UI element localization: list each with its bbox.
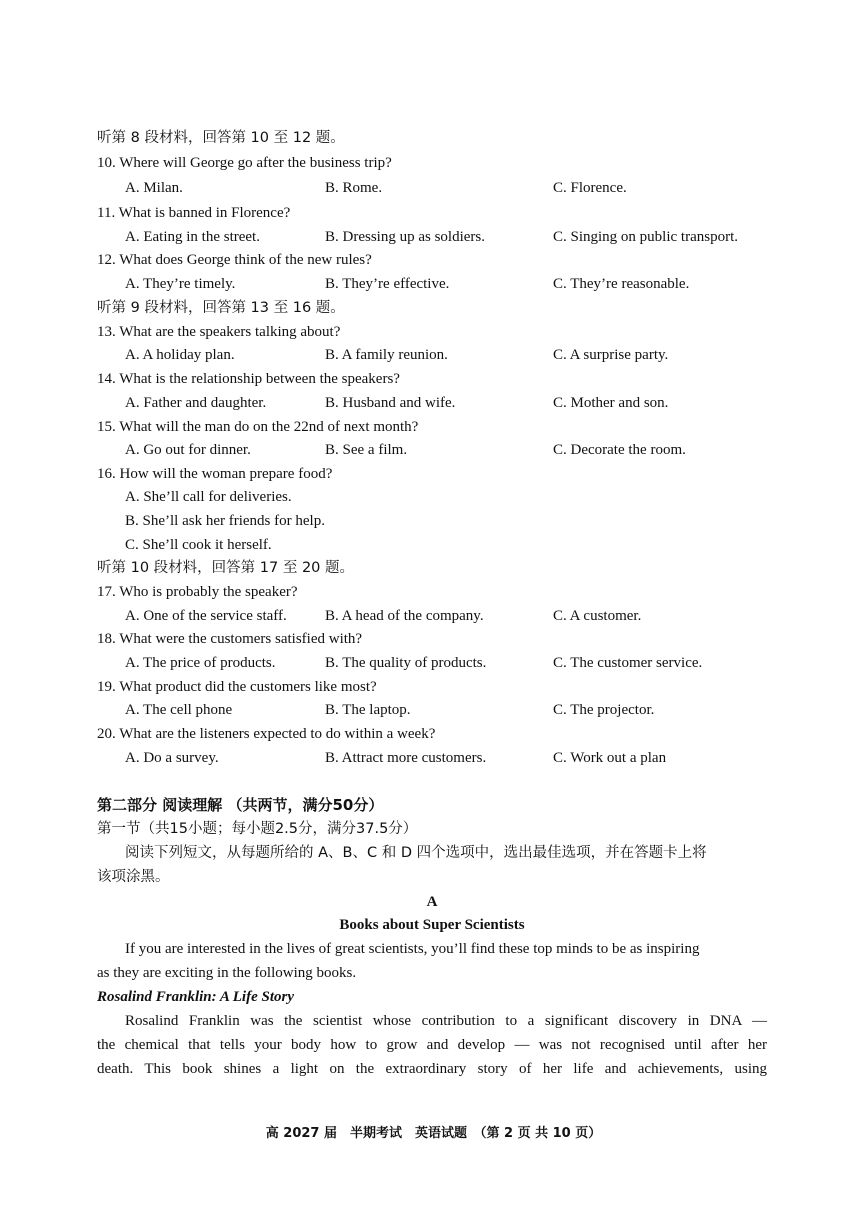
option-c: C. Work out a plan: [553, 750, 667, 766]
question-20-stem: 20. What are the listeners expected to do within a week?: [97, 726, 436, 742]
book-paragraph-line-1: Rosalind Franklin was the scientist whose contribution to a significant discovery in DNA —: [125, 1013, 767, 1029]
option-a: A. Do a survey.: [125, 750, 219, 766]
option-c: C. Decorate the room.: [553, 442, 686, 458]
option-b: B. The quality of products.: [325, 655, 487, 671]
option-c: C. Singing on public transport.: [553, 229, 738, 245]
passage-letter: A: [426, 894, 438, 910]
option-a: A. A holiday plan.: [125, 347, 235, 363]
part-two-title: 第二部分 阅读理解 （共两节，满分50分）: [97, 796, 384, 814]
option-a: A. The cell phone: [125, 702, 233, 718]
option-a: A. One of the service staff.: [125, 608, 287, 624]
option-c: C. The customer service.: [553, 655, 703, 671]
option-b: B. They’re effective.: [325, 276, 450, 292]
passage-intro-line-1: If you are interested in the lives of great scientists, you’ll find these top minds to be as inspiring: [125, 941, 700, 957]
option-c: C. Mother and son.: [553, 395, 669, 411]
book-paragraph-line-2: the chemical that tells your body how to grow and develop — was not recognised until after her: [97, 1037, 767, 1053]
option-b: B. A head of the company.: [325, 608, 484, 624]
option-b: B. See a film.: [325, 442, 408, 458]
question-13-stem: 13. What are the speakers talking about?: [97, 324, 341, 340]
option-b: B. Dressing up as soldiers.: [325, 229, 485, 245]
question-12-stem: 12. What does George think of the new rules?: [97, 252, 372, 268]
option-a: A. Milan.: [125, 180, 183, 196]
section-one-title: 第一节（共15小题；每小题2.5分，满分37.5分）: [97, 821, 418, 837]
option-b: B. Attract more customers.: [325, 750, 487, 766]
passage-intro-line-2: as they are exciting in the following books.: [97, 965, 357, 981]
section-8-header: 听第 8 段材料，回答第 10 至 12 题。: [97, 130, 345, 146]
option-c: C. A surprise party.: [553, 347, 669, 363]
reading-instruction-line-2: 该项涂黑。: [97, 869, 170, 885]
option-b: B. Rome.: [325, 180, 383, 196]
option-c: C. Florence.: [553, 180, 627, 196]
option-b: B. She’ll ask her friends for help.: [125, 513, 325, 529]
option-b: B. A family reunion.: [325, 347, 448, 363]
option-a: A. Go out for dinner.: [125, 442, 251, 458]
section-10-header: 听第 10 段材料，回答第 17 至 20 题。: [97, 560, 355, 576]
question-18-stem: 18. What were the customers satisfied with?: [97, 631, 363, 647]
option-c: C. The projector.: [553, 702, 655, 718]
question-14-stem: 14. What is the relationship between the speakers?: [97, 371, 400, 387]
question-11-stem: 11. What is banned in Florence?: [97, 205, 291, 221]
question-16-stem: 16. How will the woman prepare food?: [97, 466, 333, 482]
question-15-stem: 15. What will the man do on the 22nd of next month?: [97, 419, 419, 435]
option-c: C. She’ll cook it herself.: [125, 537, 272, 553]
passage-title: Books about Super Scientists: [339, 917, 525, 933]
question-17-stem: 17. Who is probably the speaker?: [97, 584, 298, 600]
option-b: B. The laptop.: [325, 702, 411, 718]
reading-instruction-line-1: 阅读下列短文，从每题所给的 A、B、C 和 D 四个选项中，选出最佳选项，并在答题卡上将: [125, 845, 707, 861]
option-a: A. She’ll call for deliveries.: [125, 489, 292, 505]
question-19-stem: 19. What product did the customers like most?: [97, 679, 377, 695]
option-c: C. A customer.: [553, 608, 642, 624]
option-c: C. They’re reasonable.: [553, 276, 690, 292]
section-9-header: 听第 9 段材料，回答第 13 至 16 题。: [97, 300, 345, 316]
option-a: A. Eating in the street.: [125, 229, 260, 245]
book-title-rosalind-franklin: Rosalind Franklin: A Life Story: [97, 989, 294, 1005]
option-a: A. The price of products.: [125, 655, 276, 671]
option-b: B. Husband and wife.: [325, 395, 456, 411]
book-paragraph-line-3: death. This book shines a light on the extraordinary story of her life and achievements, using: [97, 1061, 767, 1077]
option-a: A. Father and daughter.: [125, 395, 267, 411]
page-footer: 高 2027 届 半期考试 英语试题 （第 2 页 共 10 页）: [265, 1126, 602, 1141]
question-10-stem: 10. Where will George go after the business trip?: [97, 155, 392, 171]
option-a: A. They’re timely.: [125, 276, 236, 292]
